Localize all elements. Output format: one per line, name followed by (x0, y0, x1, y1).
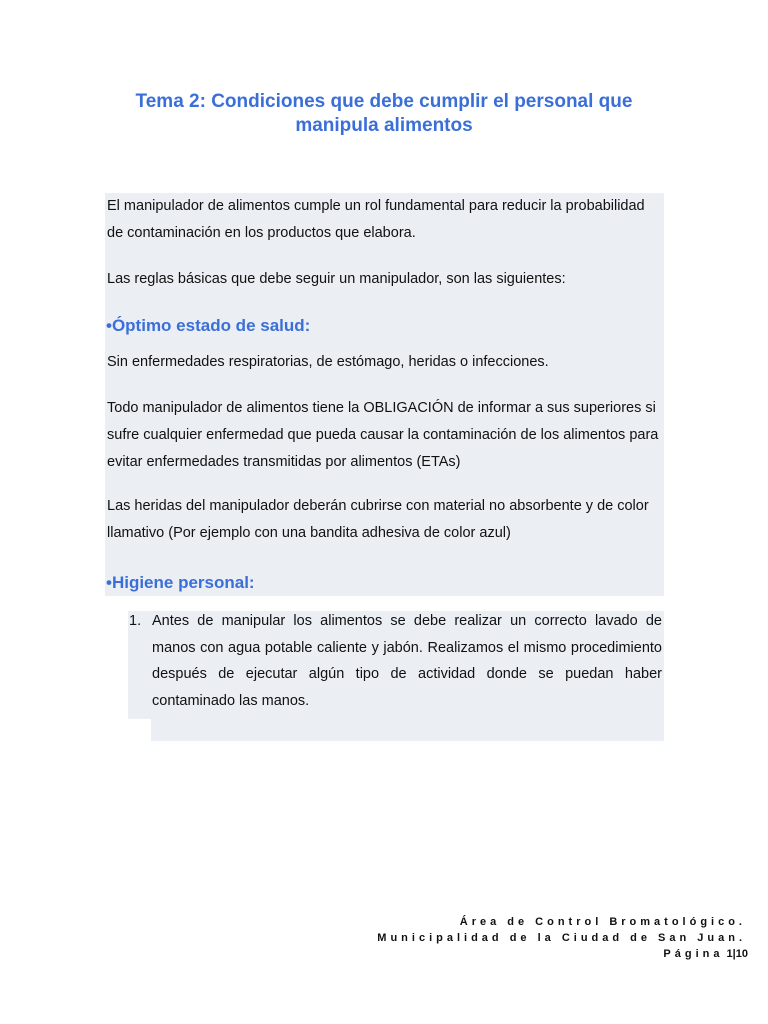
footer-municipality-line: Municipalidad de la Ciudad de San Juan. (377, 932, 746, 944)
page-label: Página (663, 948, 724, 960)
page-separator: | (732, 948, 736, 960)
health-paragraph-1: Sin enfermedades respiratorias, de estómago, heridas o infecciones. (107, 354, 549, 370)
health-paragraph-2: Todo manipulador de alimentos tiene la OBLIGACIÓN de informar a sus superiores si sufre cualquier enfermedad que pueda causar la contaminación de los alimentos para evitar enfermedades transmitidas por alimentos (ETAs) (107, 400, 659, 470)
rules-intro-paragraph: Las reglas básicas que debe seguir un manipulador, son las siguientes: (107, 271, 566, 287)
footer-page-number (663, 946, 748, 962)
list-item-text: Antes de manipular los alimentos se debe realizar un correcto lavado de manos con agua potable caliente y jabón. Realizamos el mismo procedimiento después de ejecutar algún tipo de actividad donde se puedan haber contaminado las manos. (152, 613, 662, 709)
page-current: 1 (726, 948, 733, 960)
health-paragraph-3: Las heridas del manipulador deberán cubrirse con material no absorbente y de color llamativo (Por ejemplo con una bandita adhesiva de color azul) (107, 498, 649, 541)
list-highlight-tail (151, 719, 664, 741)
list-item-number: 1. (129, 613, 142, 629)
page-title: Tema 2: Condiciones que debe cumplir el personal que manipula alimentos (135, 91, 633, 136)
intro-paragraph: El manipulador de alimentos cumple un rol fundamental para reducir la probabilidad de contaminación en los productos que elabora. (107, 198, 645, 241)
footer-area-line: Área de Control Bromatológico. (459, 916, 746, 928)
section-heading-hygiene: •Higiene personal: (106, 573, 255, 592)
page-total: 10 (735, 948, 748, 960)
section-heading-health: •Óptimo estado de salud: (106, 316, 311, 335)
